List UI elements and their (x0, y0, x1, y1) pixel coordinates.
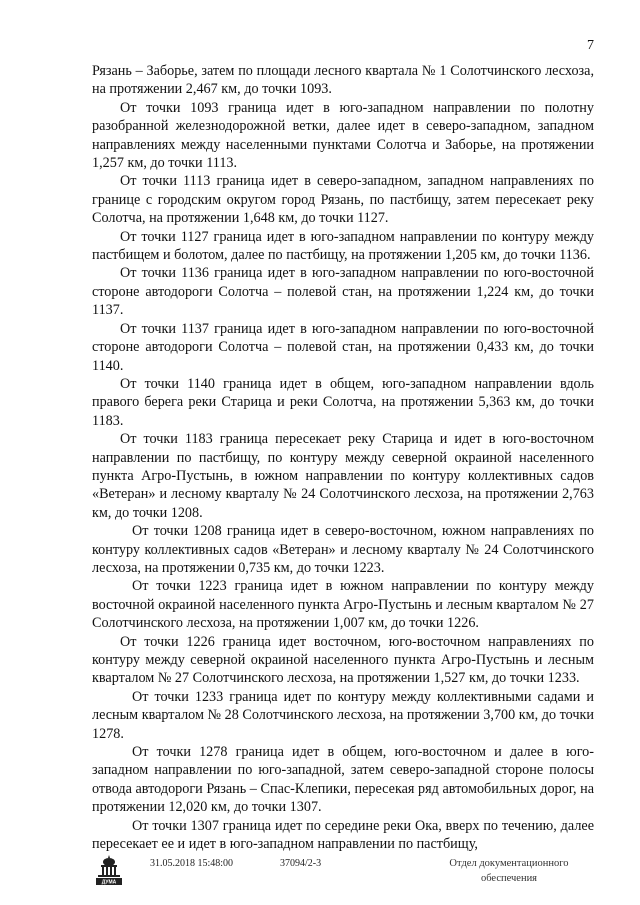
paragraph: От точки 1127 граница идет в юго-западном направлении по контуру между пастбищем и болотом, далее по пастбищу, на протяжении 1,205 км, до точки 1136. (92, 228, 594, 264)
document-body (92, 62, 594, 853)
footer-doc-number: 37094/2-3 (280, 858, 322, 869)
paragraph: От точки 1208 граница идет в северо-восточном, южном направлениях по контуру коллективных садов «Ветеран» и лесному кварталу № 24 Солотчинского лесхоза, на протяжении 0,735 км, до точки 1223. (92, 523, 594, 576)
paragraph: От точки 1137 граница идет в юго-западном направлении по юго-восточной стороне автодороги Солотча – полевой стан, на протяжении 0,433 км, до точки 1140. (92, 320, 594, 374)
paragraph: От точки 1093 граница идет в юго-западном направлении по полотну разобранной железнодорожной ветки, далее идет в северо-западном, западном направлениях между населенными пунктами Солотча и Заборье, на протяжении 1,257 км, до точки 1113. (92, 99, 594, 172)
page-footer (0, 850, 640, 905)
footer-date: 31.05.2018 15:48:00 (150, 858, 234, 869)
paragraph: От точки 1307 граница идет по середине реки Ока, вверх по течению, далее пересекает ее и идет в юго-западном направлении по пастбищу, (92, 817, 594, 853)
paragraph: От точки 1278 граница идет в общем, юго-восточном и далее в юго-западном направлении по юго-западной, затем северо-западной стороне полосы отвода автодороги Рязань – Спас-Клепики, пересекая ряд автомобильных дорог, на протяжении 12,020 км, до точки 1307. (92, 744, 594, 816)
footer-department-line2: обеспечения (480, 873, 538, 884)
paragraph: От точки 1136 граница идет в юго-западном направлении по юго-восточной стороне автодороги Солотча – полевой стан, на протяжении 1,224 км, до точки 1137. (92, 265, 594, 319)
paragraph: От точки 1226 граница идет восточном, юго-восточном направлениях по контуру между северной окраиной населенного пункта Агро-Пустынь и лесным кварталом № 27 Солотчинского лесхоза, на протяжении 1,527 км, до точки 1233. (92, 633, 594, 687)
paragraph: Рязань – Заборье, затем по площади лесного квартала № 1 Солотчинского лесхоза, на протяжении 2,467 км, до точки 1093. (92, 63, 594, 98)
footer-department-line1: Отдел документационного (449, 858, 569, 869)
paragraph: От точки 1183 граница пересекает реку Старица и идет в юго-восточном направлении по пастбищу, по контуру между северной окраиной населенного пункта Агро-Пустынь, в южном направлении по контуру коллективных садов «Ветеран» и лесному кварталу № 24 Солотчинского лесхоза, на протяжении 2,763 км, до точки 1208. (92, 431, 594, 521)
footer-department (434, 856, 584, 886)
page-number: 7 (587, 38, 594, 53)
paragraph: От точки 1223 граница идет в южном направлении по контуру между восточной окраиной населенного пункта Агро-Пустынь и лесным кварталом № 27 Солотчинского лесхоза, на протяжении 1,007 км, до точки 1226. (92, 578, 594, 632)
paragraph: От точки 1233 граница идет по контуру между коллективными садами и лесным кварталом № 28 Солотчинского лесхоза, на протяжении 3,700 км, до точки 1278. (92, 688, 594, 742)
duma-building-logo (92, 853, 126, 887)
paragraph: От точки 1140 граница идет в общем, юго-западном направлении вдоль правого берега реки Старица и реки Солотча, на протяжении 5,363 км, до точки 1183. (92, 375, 594, 429)
logo-text: ДУМА (101, 879, 117, 886)
paragraph: От точки 1113 граница идет в северо-западном, западном направлениях по границе с городским округом город Рязань, по пастбищу, затем пересекает реку Солотча, на протяжении 1,648 км, до точки 1127. (92, 173, 594, 227)
